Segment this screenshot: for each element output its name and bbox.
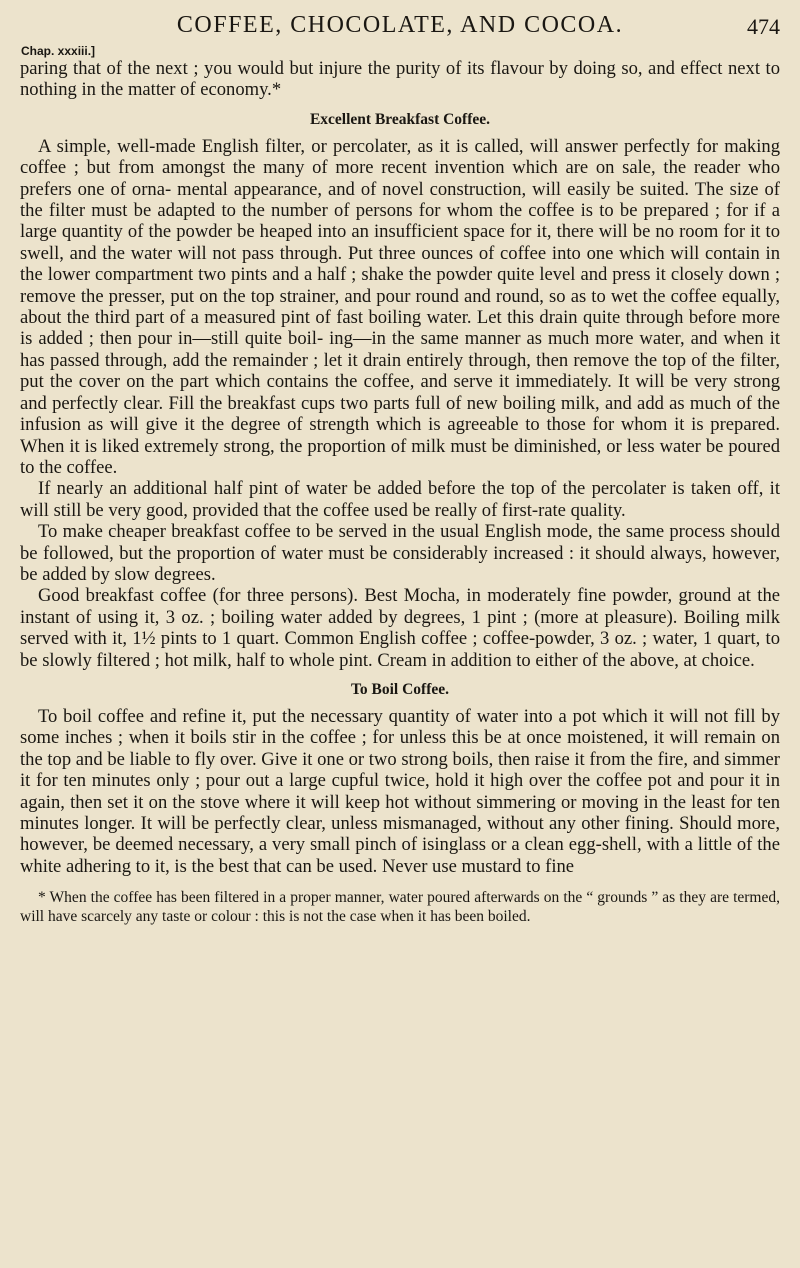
body-text xyxy=(20,58,780,877)
section-heading-boil-coffee: To Boil Coffee. xyxy=(350,680,450,698)
paragraph: Good breakfast coffee (for three persons). Best Mocha, in moderately fine powder, ground at the instant of using it, 3 oz. ; boiling water added by degrees, 1 pint ; (more at pleasure). Boiling milk served with it, 1½ pints to 1 quart. Common English coffee ; coffee-powder, 3 oz. ; water, 1 quart, to be slowly filtered ; hot milk, half to whole pint. Cream in addition to either of the above, at choice. xyxy=(20,585,780,671)
footnote-text: * When the coffee has been filtered in a proper manner, water poured afterwards on the “ grounds ” as they are termed, will have scarcely any taste or colour : this is not the case when it has been boiled. xyxy=(20,889,780,925)
paragraph: To make cheaper breakfast coffee to be served in the usual English mode, the same process should be followed, but the proportion of water must be considerably increased : it should always, however, be added by slow degrees. xyxy=(20,521,780,585)
footnote xyxy=(20,889,780,926)
running-title: COFFEE, CHOCOLATE, AND COCOA. xyxy=(176,12,624,38)
paragraph: To boil coffee and refine it, put the necessary quantity of water into a pot which it will not fill by some inches ; when it boils stir in the coffee ; for unless this be at once moistened, it will remain on the top and be liable to fly over. Give it one or two strong boils, then raise it from the fire, and simmer it for ten minutes only ; pour out a large cupful twice, hold it high over the coffee pot and pour it in again, then set it on the stove where it will keep hot without simmering or moving in the least for ten minutes longer. It will be perfectly clear, unless mismanaged, without any other fining. Should more, however, be deemed necessary, a very small pinch of isinglass or a clean egg-shell, with a little of the white adhering to it, is the best that can be used. Never use mustard to fine xyxy=(20,705,780,877)
paragraph: A simple, well-made English filter, or percolater, as it is called, will answer perfectly for making coffee ; but from amongst the many of more recent invention which are on sale, the reader who prefers one of orna- mental appearance, and of novel construction, will easily be suited. The size of the filter must be adapted to the number of persons for whom the coffee is to be prepared ; for if a large quantity of the powder be heaped into an insufficient space for it, there will be no room for it to swell, and the water will not pass through. Put three ounces of coffee into one which will contain in the lower compartment two pints and a half ; shake the powder quite level and press it closely down ; remove the presser, put on the top strainer, and pour round and round, so as to wet the coffee equally, about the third part of a measured pint of fast boiling water. Let this drain quite through before more is added ; then pour in—still quite boil- ing—in the same manner as much more water, and when it has passed through, add the remainder ; let it drain entirely through, then remove the top of the filter, put the cover on the part which contains the coffee, and serve it immediately. It will be very strong and perfectly clear. Fill the breakfast cups two parts full of new boiling milk, and add as much of the infusion as will give it the degree of strength which is agreeable to those for whom it is prepared. When it is liked extremely strong, the proportion of milk must be diminished, or less water be poured to the coffee. xyxy=(20,135,780,478)
section-heading-breakfast-coffee: Excellent Breakfast Coffee. xyxy=(309,110,491,128)
chapter-reference: Chap. xxxiii.] xyxy=(21,44,96,58)
page-number: 474 xyxy=(747,14,780,39)
running-header xyxy=(20,10,780,58)
continued-paragraph: paring that of the next ; you would but injure the purity of its flavour by doing so, and effect next to nothing in the matter of economy.* xyxy=(20,58,780,101)
paragraph: If nearly an additional half pint of water be added before the top of the percolater is taken off, it will still be very good, provided that the coffee used be really of first-rate quality. xyxy=(20,478,780,521)
